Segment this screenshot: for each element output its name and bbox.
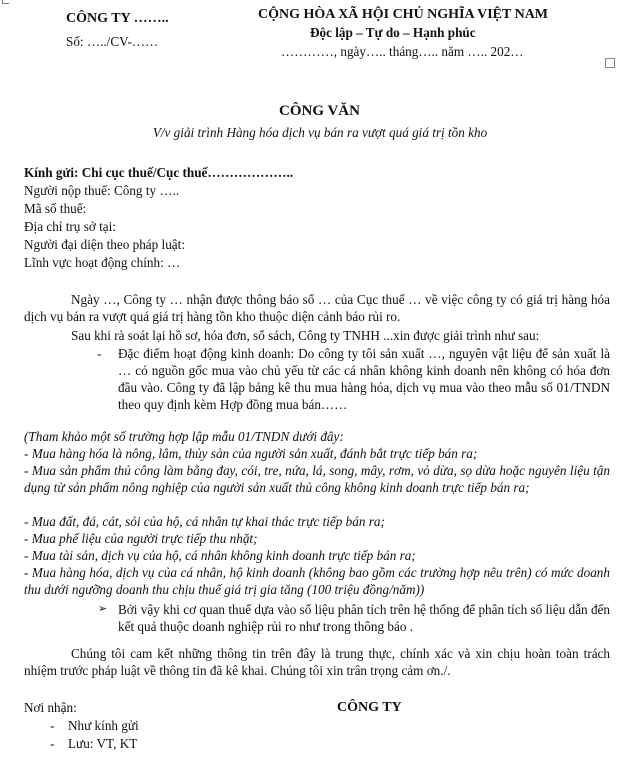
reference-item: - Mua hàng hóa là nông, lâm, thủy sản của người sản xuất, đánh bắt trực tiếp bán ra; [24, 446, 478, 461]
company-name: CÔNG TY …….. [66, 11, 169, 26]
recipient-dash: - [50, 736, 55, 751]
reference-item: - Mua tài sản, dịch vụ của hộ, cá nhân không kinh doanh trực tiếp bán ra; [24, 548, 416, 563]
legal-representative: Người đại diện theo pháp luật: [24, 237, 185, 252]
reference-item: - Mua phế liệu của người trực tiếp thu nhặt; [24, 531, 258, 546]
bullet-business-characteristics: Đặc điểm hoạt động kinh doanh: Do công ty tôi sản xuất …, nguyên vật liệu để sản xuất là … có nguồn gốc mua vào chủ yếu từ các cá nhân không kinh doanh nên không có hóa đơn đầu vào. Công ty đã lập bảng kê thu mua hàng hóa, dịch vụ mua vào theo mẫu số 01/TNDN theo quy định kèm Hợp đồng mua bán…… [118, 346, 610, 412]
nation-heading: CỘNG HÒA XÃ HỘI CHỦ NGHĨA VIỆT NAM [258, 7, 549, 22]
recipient-item: Như kính gửi [68, 718, 139, 733]
corner-mark [2, 0, 9, 4]
document-subject: V/v giải trình Hàng hóa dịch vụ bán ra vượt quá giá trị tồn kho [152, 125, 488, 140]
paragraph-commitment: Chúng tôi cam kết những thông tin trên đây là trung thực, chính xác và xin chịu hoàn toàn trách nhiệm trước pháp luật về thông tin đã kê khai. Chúng tôi xin trân trọng cảm ơn./. [24, 646, 610, 678]
reference-item: - Mua hàng hóa, dịch vụ của cá nhân, hộ kinh doanh (không bao gồm các trường hợp nêu trên) có mức doanh thu dưới ngưỡng doanh thu chịu thuế giá trị gia tăng (100 triệu đồng/năm)) [24, 565, 610, 597]
reference-item: - Mua đất, đá, cát, sỏi của hộ, cá nhân tự khai thác trực tiếp bán ra; [24, 514, 385, 529]
recipient-line: Kính gửi: Chi cục thuế/Cục thuế……………….. [24, 165, 294, 180]
date-line: …………, ngày….. tháng….. năm ….. 202… [281, 44, 524, 59]
paragraph-notice: Ngày …, Công ty … nhận được thông báo số … của Cục thuế … về việc công ty có giá trị hàng hóa dịch vụ bán ra vượt quá giá trị hàng tồn kho thuộc diện cảnh báo rủi ro. [24, 292, 610, 324]
reference-intro: (Tham khảo một số trường hợp lập mẫu 01/TNDN dưới đây: [24, 429, 344, 444]
document-title: CÔNG VĂN [279, 103, 360, 119]
bullet-icon: ➢ [98, 603, 108, 615]
recipient-item: Lưu: VT, KT [68, 736, 138, 751]
motto: Độc lập – Tự do – Hạnh phúc [310, 25, 476, 40]
document-number: Số: …../CV-…… [66, 34, 159, 49]
head-office-address: Địa chỉ trụ sở tại: [24, 219, 116, 234]
taxpayer-name: Người nộp thuế: Công ty ….. [24, 183, 180, 198]
recipients-label: Nơi nhận: [24, 700, 77, 715]
recipient-dash: - [50, 718, 55, 733]
reference-item: - Mua sản phẩm thủ công làm bằng đay, cói, tre, nứa, lá, song, mây, rơm, vỏ dừa, sọ dừa hoặc nguyên liệu tận dụng từ sản phẩm nông nghiệp của người sản xuất thủ công không kinh doanh trực tiếp bán ra; [24, 463, 610, 495]
bullet-dash: - [97, 346, 102, 361]
signer-company: CÔNG TY [337, 700, 402, 715]
paragraph-review: Sau khi rà soát lại hồ sơ, hóa đơn, sổ sách, Công ty TNHH ...xin được giải trình như sau: [71, 328, 540, 343]
business-field: Lĩnh vực hoạt động chính: … [24, 255, 181, 270]
checkbox-marker [605, 58, 615, 68]
tax-code: Mã số thuế: [24, 201, 87, 216]
bullet-conclusion: Bởi vậy khi cơ quan thuế dựa vào số liệu phân tích trên hệ thống để phân tích số liệu dẫn đến kết quả thuộc doanh nghiệp rủi ro như trong thông báo . [118, 602, 610, 634]
